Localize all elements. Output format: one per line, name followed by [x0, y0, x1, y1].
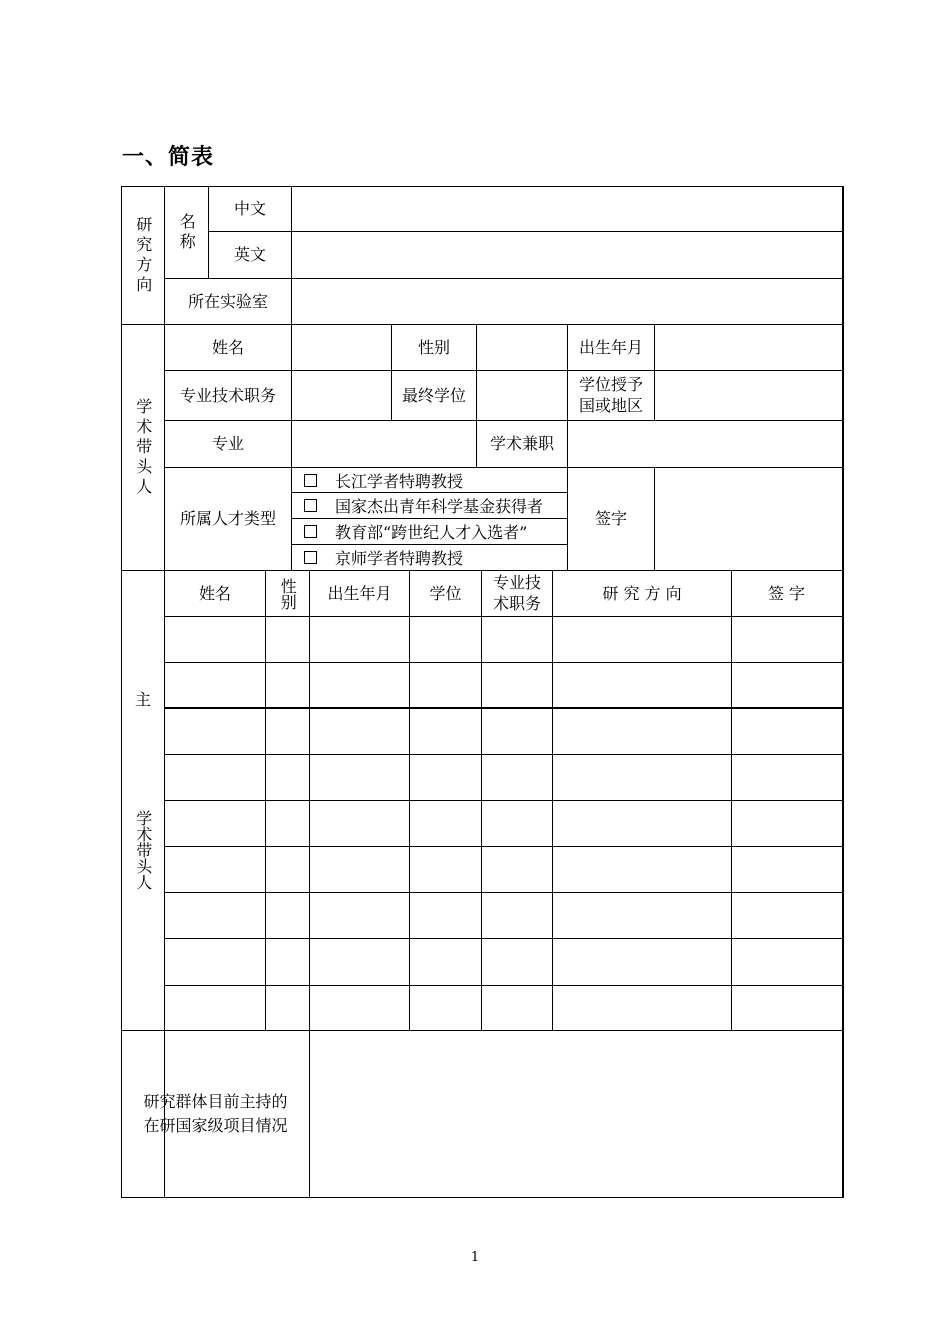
leader-title-label: 专业技术职务 [179, 385, 276, 405]
projects-field[interactable] [310, 1031, 841, 1197]
page-heading: 一、简表 [122, 145, 215, 170]
leader-gender-field[interactable] [477, 325, 567, 370]
english-label: 英文 [233, 245, 266, 265]
leader-major-label: 专业 [211, 434, 244, 454]
leader-concurrent-field[interactable] [568, 421, 841, 467]
leader-concurrent-label: 学术兼职 [489, 434, 554, 454]
leader-degree-label: 最终学位 [401, 385, 466, 405]
col-header-degree: 学位 [429, 583, 462, 603]
chinese-name-field[interactable] [292, 187, 841, 231]
lab-label: 所在实验室 [187, 291, 268, 311]
checkbox-icon[interactable] [304, 525, 317, 538]
talent-option-kuashiji[interactable]: 教育部“跨世纪人才入选者” [292, 519, 567, 544]
col-header-title: 专业技 术职务 [492, 572, 541, 613]
checkbox-icon[interactable] [304, 499, 317, 512]
talent-option-changjiang[interactable]: 长江学者特聘教授 [292, 468, 567, 492]
leader-signature-field[interactable] [655, 468, 841, 570]
col-header-gender: 性别 [278, 577, 298, 610]
checkbox-icon[interactable] [304, 551, 317, 564]
talent-option-jingshi[interactable]: 京师学者特聘教授 [292, 545, 567, 570]
leader-degree-field[interactable] [477, 371, 567, 420]
projects-label: 研究群体目前主持的 在研国家级项目情况 [143, 1092, 288, 1135]
leader-gender-label: 性别 [417, 337, 450, 357]
col-header-signature: 签 字 [767, 583, 806, 603]
leader-name-field[interactable] [292, 325, 391, 370]
leader-birth-label: 出生年月 [578, 337, 643, 357]
talent-type-label: 所属人才类型 [179, 509, 276, 529]
leader-major-field[interactable] [292, 421, 476, 467]
leader-title-field[interactable] [292, 371, 391, 420]
leader-birth-field[interactable] [655, 325, 841, 370]
page-number: 1 [470, 1250, 480, 1265]
academic-leader-label: 学术带头人 [133, 397, 153, 498]
research-direction-label: 研究方向 [133, 215, 153, 296]
leader-signature-label: 签字 [594, 509, 627, 529]
col-header-direction: 研 究 方 向 [602, 583, 682, 603]
leader-degree-country-field[interactable] [655, 371, 841, 420]
main-leaders-label-bottom: 学术带头人 [133, 810, 153, 890]
leader-degree-country-label: 学位授予 国或地区 [578, 374, 643, 415]
leader-name-label: 姓名 [211, 337, 244, 357]
col-header-birth: 出生年月 [327, 583, 392, 603]
english-name-field[interactable] [292, 232, 841, 278]
lab-field[interactable] [292, 279, 841, 324]
name-label: 名称 [177, 212, 197, 253]
main-leaders-label-top: 主 [134, 690, 151, 710]
talent-option-jieqing[interactable]: 国家杰出青年科学基金获得者 [292, 493, 567, 518]
chinese-label: 中文 [233, 199, 266, 219]
col-header-name: 姓名 [198, 583, 231, 603]
checkbox-icon[interactable] [304, 474, 317, 487]
